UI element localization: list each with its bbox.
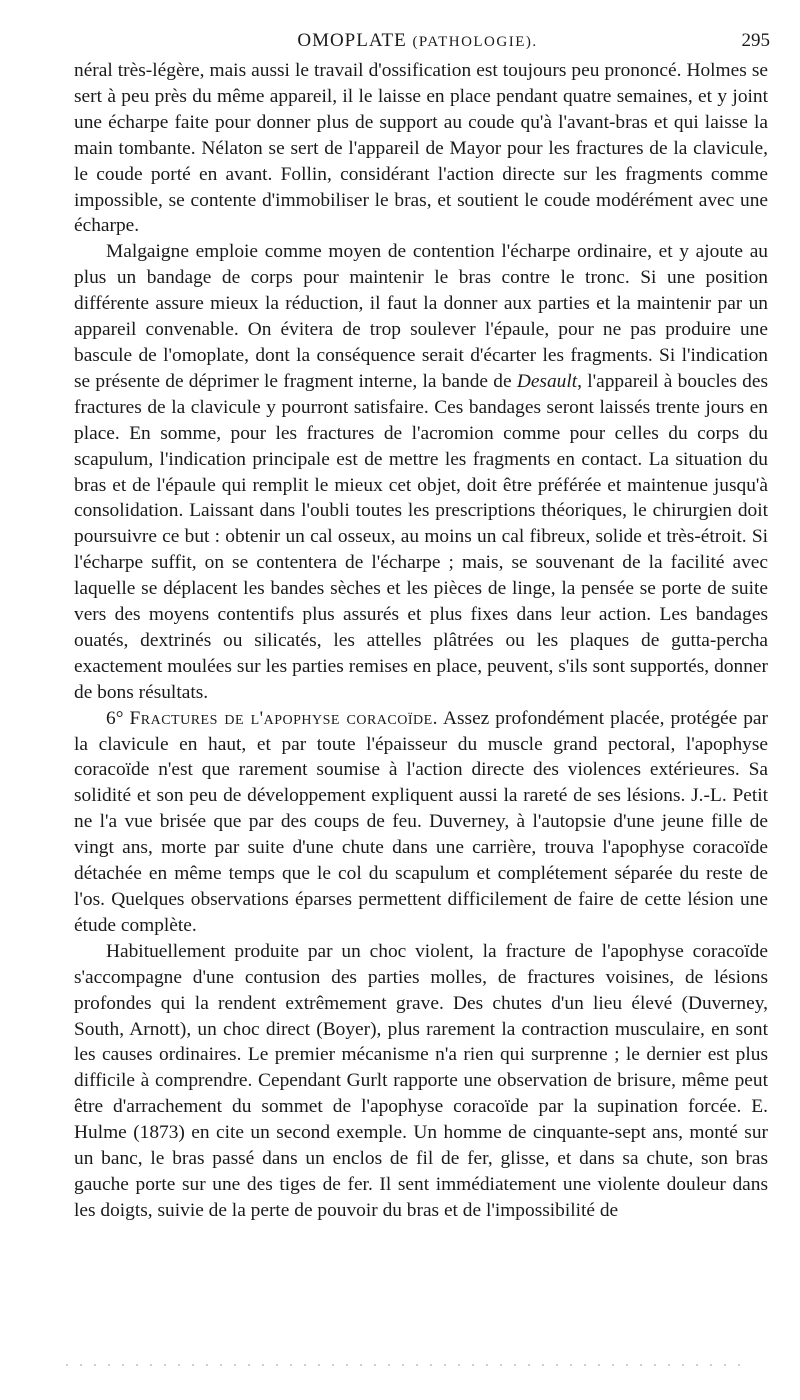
paragraph-text: néral très-légère, mais aussi le travail d'ossification est toujours peu prononcé. Holmes se sert à peu près du même appareil, il le laisse en place pendant quatre semaines, et y joint une écharpe faite pour donner plus de support au coude qu'à l'avant-bras et qui laisse la main tombante. Nélaton se sert de l'appareil de Mayor pour les fractures de la clavicule, le coude porté en avant. Follin, considérant l'action directe sur les fragments comme impossible, se contente d'immobiliser le bras, et soutient le coude modérément avec une écharpe.: [74, 60, 768, 237]
paragraph-continuation: [74, 58, 768, 239]
paragraph-text: , l'appareil à boucles des fractures de la clavicule y pourront satisfaire. Ces bandages seront laissés trente jours en place. En somme, pour les fractures de l'acromion comme pour celles du corps du scapulum, l'indication principale est de mettre les fragments en contact. La situation du bras et de l'épaule qui remplit le mieux cet objet, doit être préférée et maintenue jusqu'à consolidation. Laissant dans l'oubli toutes les prescriptions théoriques, le chirurgien doit poursuivre ce but : obtenir un cal osseux, au moins un cal fibreux, solide et très-étroit. Si l'écharpe suffit, on se contentera de l'écharpe ; mais, se souvenant de la facilité avec laquelle se déplacent les bandes sèches et les pièces de linge, la pensée se porte de suite vers des moyens contentifs plus assurés et plus fixes dans leur action. Les bandages ouatés, dextrinés ou silicatés, les attelles plâtrées ou les plaques de gutta-percha exactement moulées sur les parties remises en place, peuvent, s'ils sont supportés, donner de bons résultats.: [74, 370, 769, 703]
paragraph-text: Malgaigne emploie comme moyen de contention l'écharpe ordinaire, et y ajoute au plus un bandage de corps pour maintenir le bras contre le tronc. Si une position différente assure mieux la réduction, il faut la donner aux parties et la maintenir par un appareil convenable. On évitera de trop soulever l'épaule, pour ne pas produire une bascule de l'omoplate, dont la conséquence serait d'écarter les fragments. Si l'indication se présente de déprimer le fragment interne, la bande de: [74, 241, 768, 392]
running-header: [60, 26, 775, 56]
running-title: [60, 30, 775, 52]
section-heading: Fractures de l'apophyse coracoïde.: [129, 707, 439, 729]
header-title: OMOPLATE: [297, 30, 407, 51]
header-subtitle: (PATHOLOGIE).: [412, 34, 538, 50]
scan-noise: [60, 1362, 750, 1368]
body-text: [74, 58, 768, 1224]
paragraph-malgaigne: [74, 239, 768, 705]
paragraph-causes: [74, 939, 768, 1224]
italic-name: Desault: [516, 370, 578, 392]
section-number: 6°: [106, 707, 124, 729]
paragraph-section-6: [74, 706, 768, 939]
paragraph-text: Habituellement produite par un choc violent, la fracture de l'apophyse coracoïde s'accompagne d'une contusion des parties molles, de fractures voisines, de lésions profondes qui la rendent extrêmement grave. Des chutes d'un lieu élevé (Duverney, South, Arnott), un choc direct (Boyer), plus rarement la contraction musculaire, en sont les causes ordinaires. Le premier mécanisme n'a rien qui surprenne ; le dernier est plus difficile à comprendre. Cependant Gurlt rapporte une observation de brisure, même peut être d'arrachement du sommet de l'apophyse coracoïde par la supination forcée. E. Hulme (1873) en cite un second exemple. Un homme de cinquante-sept ans, monté sur un banc, le bras passé dans un enclos de fil de fer, glisse, et dans sa chute, son bras gauche porte sur une des tiges de fer. Il sent immédiatement une violente douleur dans les doigts, suivie de la perte de pouvoir du bras et de l'impossibilité de: [74, 940, 768, 1221]
paragraph-text: Assez profondément placée, protégée par la clavicule en haut, et par toute l'épaisseur du muscle grand pectoral, l'apophyse coracoïde n'est que rarement soumise à l'action directe des violences extérieures. Sa solidité et son peu de développement expliquent aussi la rareté de ses lésions. J.-L. Petit ne l'a vue brisée que par des coups de feu. Duverney, à l'autopsie d'une jeune fille de vingt ans, morte par suite d'une chute dans une carrière, trouva l'apophyse coracoïde détachée en même temps que le col du scapulum et complétement séparée du reste de l'os. Quelques observations éparses permettent difficilement de faire de cette lésion une étude complète.: [74, 707, 768, 936]
page-number: 295: [741, 30, 770, 51]
